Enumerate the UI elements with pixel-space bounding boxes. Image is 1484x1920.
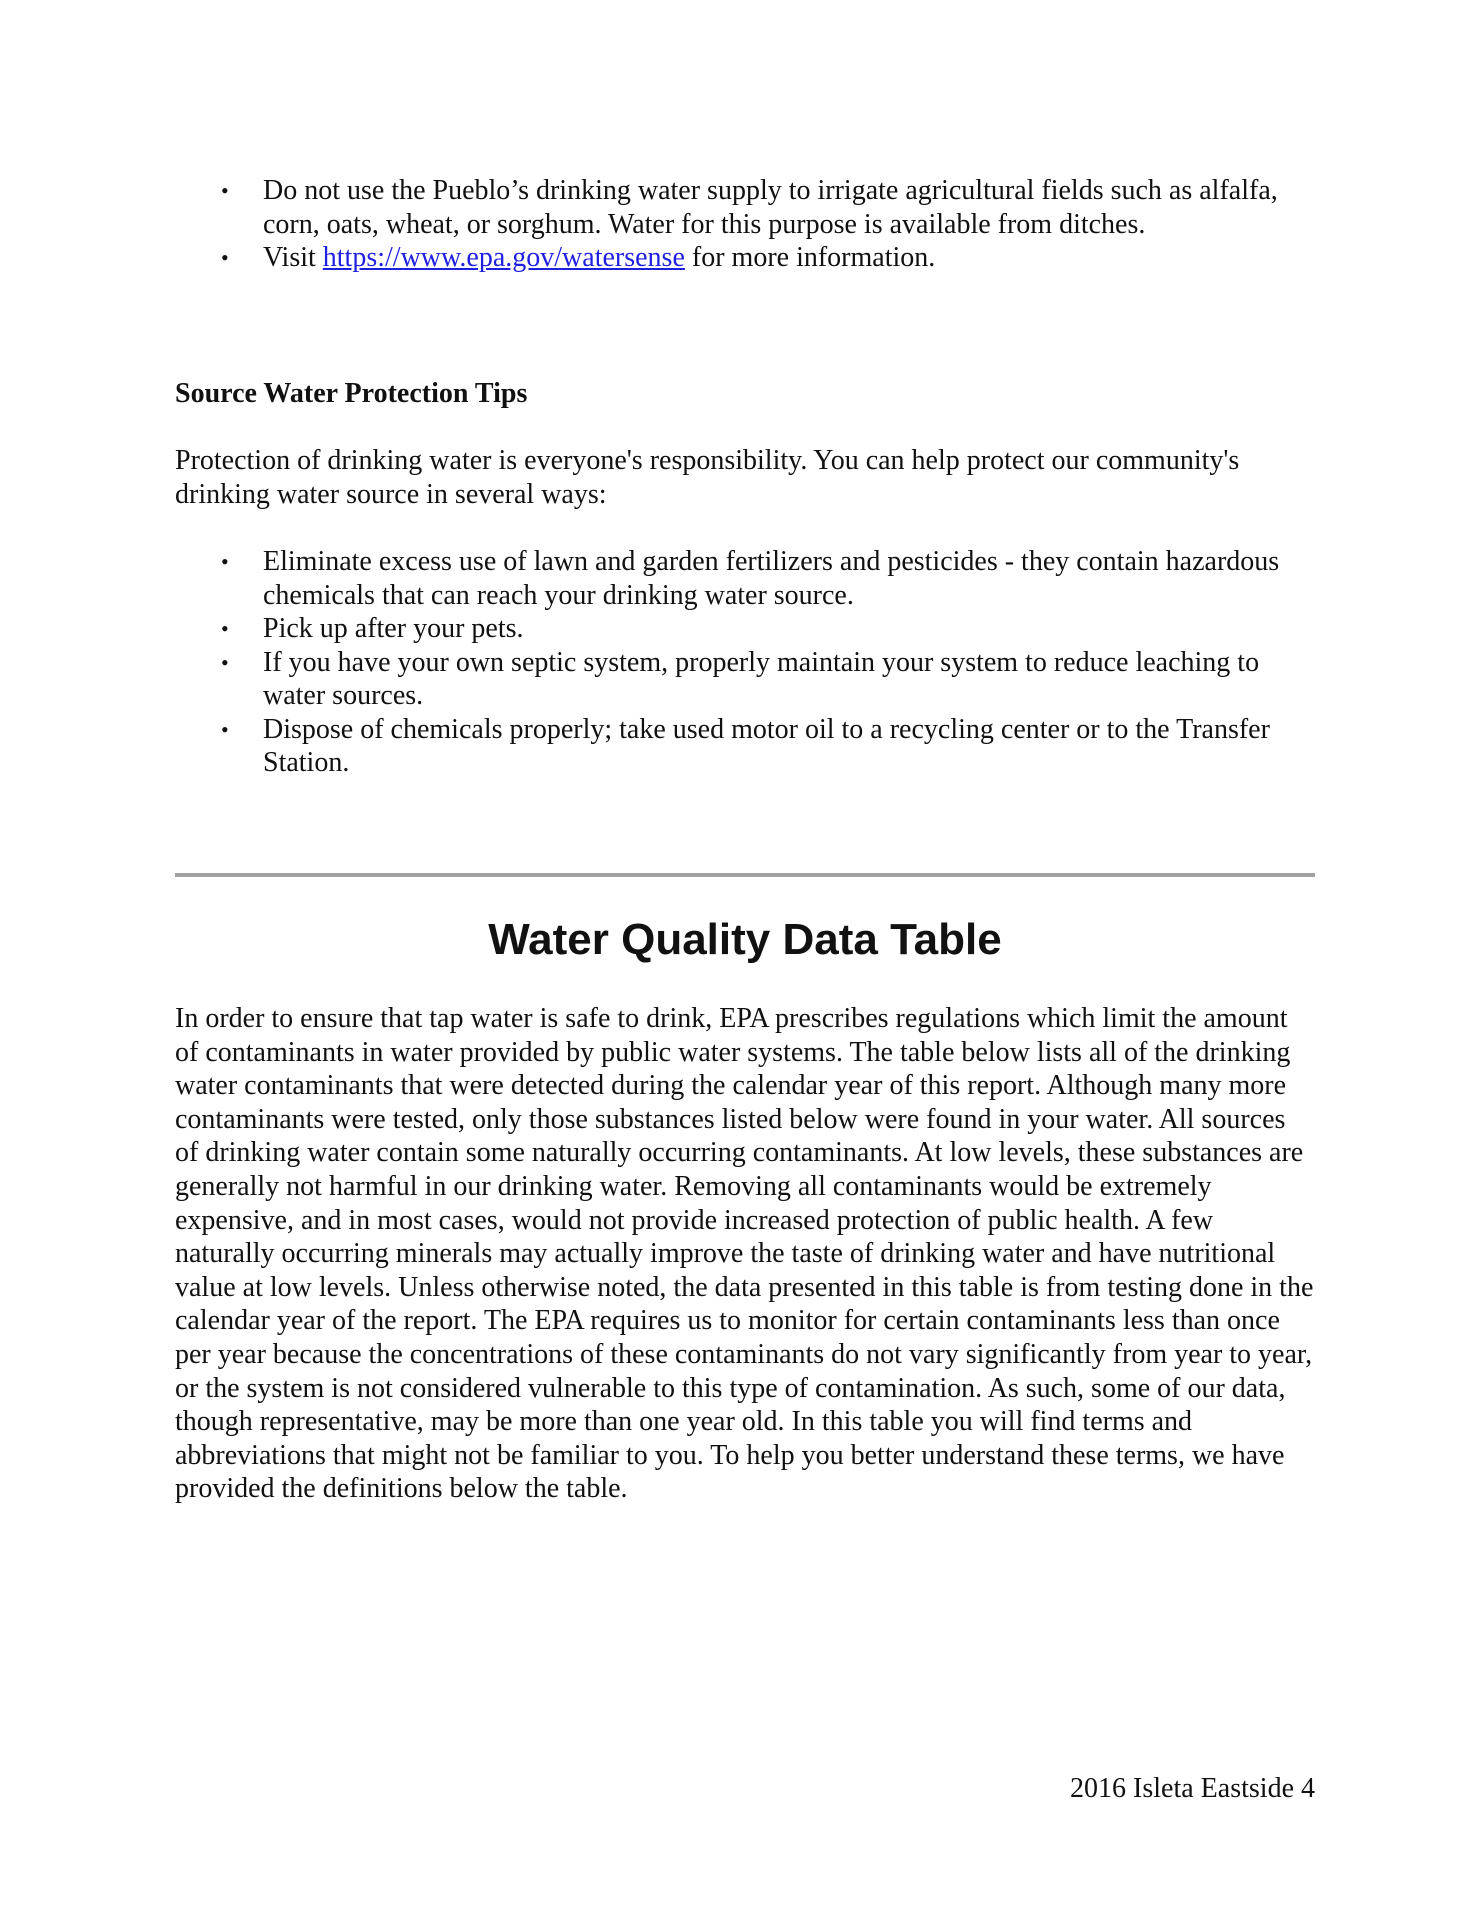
- list-item-text: Dispose of chemicals properly; take used motor oil to a recycling center or to the Transfer Station.: [263, 713, 1270, 778]
- water-quality-title: Water Quality Data Table: [488, 915, 1002, 964]
- list-item-text: Pick up after your pets.: [263, 613, 524, 644]
- list-item: [175, 713, 1315, 780]
- bullet-icon: •: [221, 649, 229, 675]
- source-water-tips-list: [175, 545, 1315, 780]
- section-divider: [175, 873, 1315, 877]
- list-item-prefix: Visit: [263, 242, 323, 273]
- watersense-link[interactable]: https://www.epa.gov/watersense: [322, 242, 685, 273]
- water-quality-body: In order to ensure that tap water is safe to drink, EPA prescribes regulations which limit the amount of contaminants in water provided by public water systems. The table below lists all of the drinking water contaminants that were detected during the calendar year of this report. Although many more contaminants were tested, only those substances listed below were found in your water. All sources of drinking water contain some naturally occurring contaminants. At low levels, these substances are generally not harmful in our drinking water. Removing all contaminants would be extremely expensive, and in most cases, would not provide increased protection of public health. A few naturally occurring minerals may actually improve the taste of drinking water and have nutritional value at low levels. Unless otherwise noted, the data presented in this table is from testing done in the calendar year of the report. The EPA requires us to monitor for certain contaminants less than once per year because the concentrations of these contaminants do not vary significantly from year to year, or the system is not considered vulnerable to this type of contamination. As such, some of our data, though representative, may be more than one year old. In this table you will find terms and abbreviations that might not be familiar to you. To help you better understand these terms, we have provided the definitions below the table.: [175, 1003, 1314, 1505]
- list-item-suffix: for more information.: [684, 242, 936, 273]
- list-item: [175, 174, 1315, 241]
- page-footer: 2016 Isleta Eastside 4: [1070, 1773, 1315, 1804]
- list-item: [175, 612, 1315, 646]
- source-water-intro: Protection of drinking water is everyone's responsibility. You can help protect our community's drinking water source in several ways:: [175, 445, 1240, 510]
- list-item: [175, 646, 1315, 713]
- bullet-icon: •: [221, 549, 229, 574]
- list-item: [175, 241, 1315, 275]
- bullet-icon: •: [221, 245, 229, 270]
- conservation-tips-list: [175, 174, 1315, 275]
- bullet-icon: •: [221, 616, 229, 641]
- list-item: [175, 545, 1315, 612]
- bullet-icon: •: [221, 178, 229, 203]
- bullet-icon: •: [221, 716, 229, 742]
- source-water-heading: Source Water Protection Tips: [175, 378, 528, 409]
- list-item-text: Do not use the Pueblo’s drinking water supply to irrigate agricultural fields such as alfalfa, corn, oats, wheat, or sorghum. Water for this purpose is available from ditches.: [263, 175, 1278, 240]
- list-item-text: If you have your own septic system, properly maintain your system to reduce leaching to water sources.: [263, 646, 1260, 711]
- list-item-text: Eliminate excess use of lawn and garden fertilizers and pesticides - they contain hazardous chemicals that can reach your drinking water source.: [263, 546, 1280, 611]
